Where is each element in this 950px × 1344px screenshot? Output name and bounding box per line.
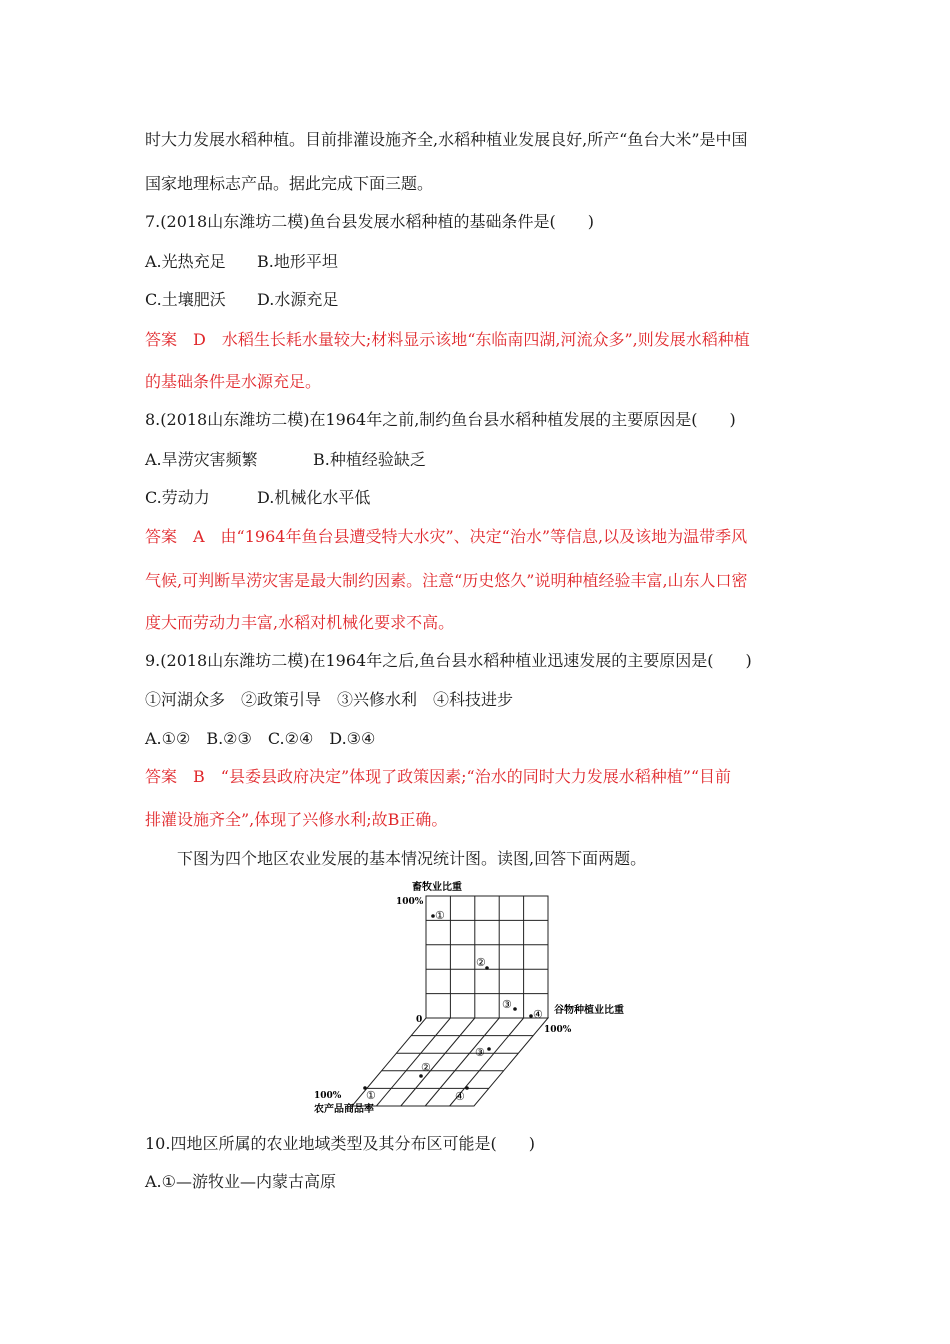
q9-stem: 9.(2018山东潍坊二模)在1964年之后,鱼台县水稻种植业迅速发展的主要原因是( ) <box>145 651 752 670</box>
depth-axis-max-label: 100% <box>314 1091 342 1101</box>
y-axis-label: 畜牧业比重 <box>412 882 462 893</box>
q9-answer-line-2: 排灌设施齐全”,体现了兴修水利;故B正确。 <box>145 810 448 829</box>
x-axis-label: 谷物种植业比重 <box>554 1005 624 1016</box>
point-2-upright-label: ② <box>476 956 486 969</box>
q8-option-c: C.劳动力 <box>145 488 210 507</box>
point-4-upright-label: ④ <box>533 1008 543 1021</box>
q7-answer-line-2: 的基础条件是水源充足。 <box>145 372 322 391</box>
q7-option-a: A.光热充足 <box>145 252 226 271</box>
point-3-upright <box>513 1007 517 1011</box>
point-1-upright-label: ① <box>435 909 445 922</box>
q9-options: A.①② B.②③ C.②④ D.③④ <box>145 729 376 748</box>
point-3-floor <box>487 1047 491 1051</box>
q8-options-row-2 <box>145 488 370 508</box>
intro-line-2: 国家地理标志产品。据此完成下面三题。 <box>145 174 434 193</box>
point-4-floor <box>465 1086 469 1090</box>
q8-answer-line-3: 度大而劳动力丰富,水稻对机械化要求不高。 <box>145 613 455 632</box>
point-2-floor-label: ② <box>421 1061 431 1074</box>
q7-option-c: C.土壤肥沃 <box>145 290 226 309</box>
agriculture-statistics-figure <box>300 870 660 1120</box>
point-2-floor <box>419 1074 423 1078</box>
point-1-floor-label: ① <box>366 1089 376 1102</box>
q7-options-row-2 <box>145 290 338 310</box>
q8-answer-line-2: 气候,可判断旱涝灾害是最大制约因素。注意“历史悠久”说明种植经验丰富,山东人口密 <box>145 571 748 590</box>
q10-stem: 10.四地区所属的农业地域类型及其分布区可能是( ) <box>145 1134 535 1153</box>
q8-stem: 8.(2018山东潍坊二模)在1964年之前,制约鱼台县水稻种植发展的主要原因是( ) <box>145 410 736 429</box>
q8-option-d: D.机械化水平低 <box>257 488 371 507</box>
q8-answer-line-1: 答案 A 由“1964年鱼台县遭受特大水灾”、决定“治水”等信息,以及该地为温带季风 <box>145 527 748 546</box>
y-axis-max-label: 100% <box>396 897 424 907</box>
x-axis-max-label: 100% <box>544 1025 572 1035</box>
figure-intro: 下图为四个地区农业发展的基本情况统计图。读图,回答下面两题。 <box>177 849 647 868</box>
q8-options-row-1 <box>145 450 426 470</box>
q9-answer-line-1: 答案 B “县委县政府决定”体现了政策因素;“治水的同时大力发展水稻种植”“目前 <box>145 767 732 786</box>
q7-answer-line-1: 答案 D 水稻生长耗水量较大;材料显示该地“东临南四湖,河流众多”,则发展水稻种植 <box>145 330 750 349</box>
q8-option-b: B.种植经验缺乏 <box>313 450 426 469</box>
point-4-floor-label: ④ <box>455 1090 465 1103</box>
point-3-floor-label: ③ <box>475 1046 485 1059</box>
q7-option-b: B.地形平坦 <box>257 252 338 271</box>
q8-option-a: A.旱涝灾害频繁 <box>145 450 258 469</box>
floor-grid <box>352 1018 548 1106</box>
q9-items: ①河湖众多 ②政策引导 ③兴修水利 ④科技进步 <box>145 690 514 709</box>
point-3-upright-label: ③ <box>502 998 512 1011</box>
q7-option-d: D.水源充足 <box>257 290 339 309</box>
q10-option-a: A.①—游牧业—内蒙古高原 <box>145 1172 336 1191</box>
origin-label: 0 <box>416 1015 423 1025</box>
q7-options-row-1 <box>145 252 338 272</box>
intro-line-1: 时大力发展水稻种植。目前排灌设施齐全,水稻种植业发展良好,所产“鱼台大米”是中国 <box>145 130 748 149</box>
depth-axis-label: 农产品商品率 <box>314 1104 374 1115</box>
q7-stem: 7.(2018山东潍坊二模)鱼台县发展水稻种植的基础条件是( ) <box>145 212 594 231</box>
